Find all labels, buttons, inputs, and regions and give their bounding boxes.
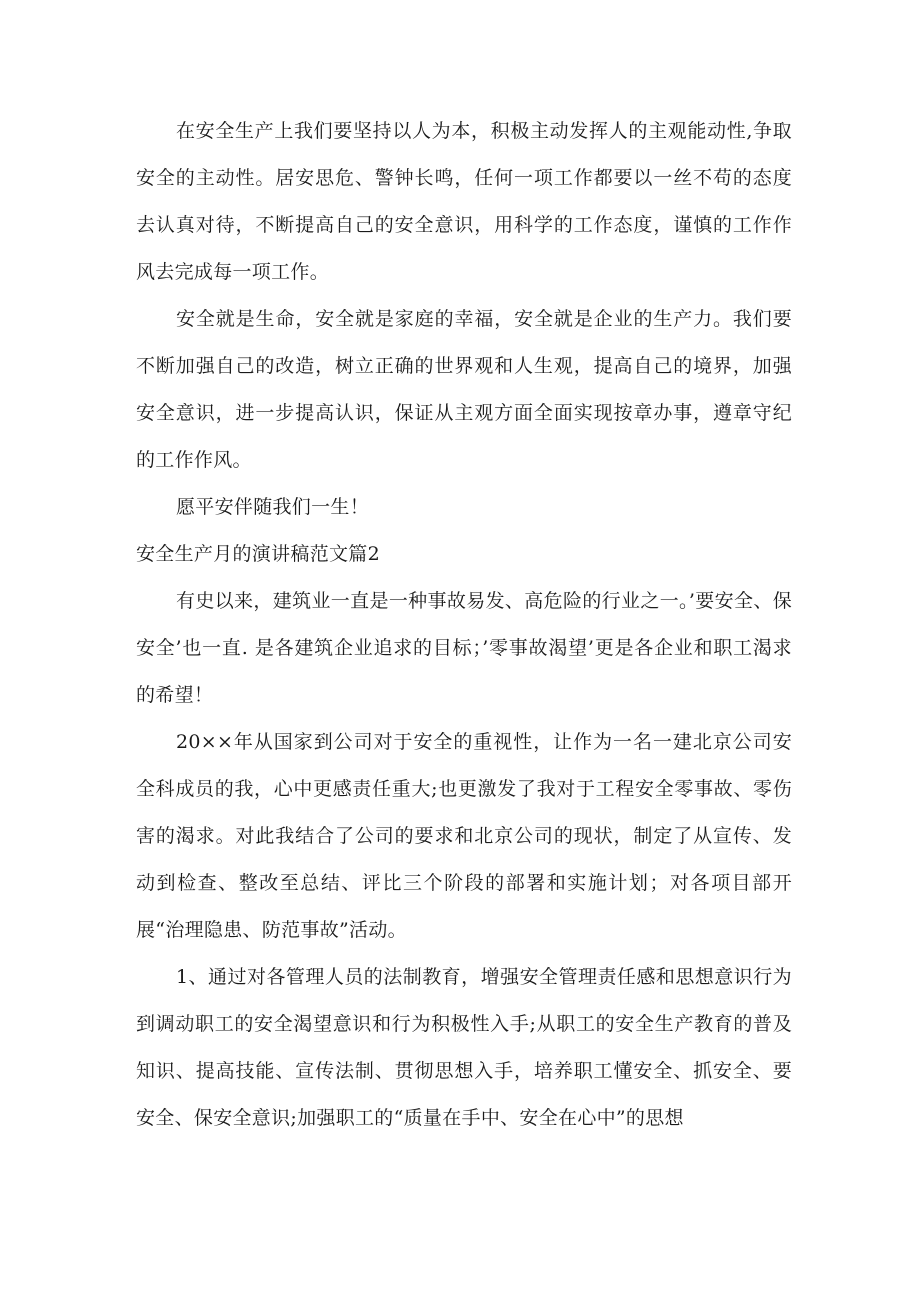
paragraph-6: 1、通过对各管理人员的法制教育，增强安全管理责任感和思想意识行为到调动职工的安全渴望意识和行为积极性入手;从职工的安全生产教育的普及知识、提高技能、宣传法制、贯彻思想入手，培养职工懂安全、抓安全、要安全、保安全意识;加强职工的“质量在手中、安全在心中”的思想 bbox=[136, 966, 792, 1129]
paragraph-5: 20××年从国家到公司对于安全的重视性，让作为一名一建北京公司安全科成员的我，心中更感责任重大;也更激发了我对于工程安全零事故、零伤害的渴求。对此我结合了公司的要求和北京公司的现状，制定了从宣传、发动到检查、整改至总结、评比三个阶段的部署和实施计划；对各项目部开展“治理隐患、防范事故”活动。 bbox=[136, 731, 792, 941]
paragraph-2: 安全就是生命，安全就是家庭的幸福，安全就是企业的生产力。我们要不断加强自己的改造，树立正确的世界观和人生观，提高自己的境界，加强安全意识，进一步提高认识，保证从主观方面全面实现按章办事，遵章守纪的工作作风。 bbox=[136, 308, 792, 471]
paragraph-1: 在安全生产上我们要坚持以人为本，积极主动发挥人的主观能动性,争取安全的主动性。居安思危、警钟长鸣，任何一项工作都要以一丝不苟的态度去认真对待，不断提高自己的安全意识，用科学的工作态度，谨慎的工作作风去完成每一项工作。 bbox=[136, 120, 792, 283]
paragraph-4: 有史以来，建筑业一直是一种事故易发、高危险的行业之一。’要安全、保安全’也一直. 是各建筑企业追求的目标；’零事故渴望’更是各企业和职工渴求的希望！ bbox=[136, 590, 792, 706]
section-heading: 安全生产月的演讲稿范文篇2 bbox=[136, 543, 380, 565]
paragraph-3: 愿平安伴随我们一生！ bbox=[176, 496, 370, 518]
